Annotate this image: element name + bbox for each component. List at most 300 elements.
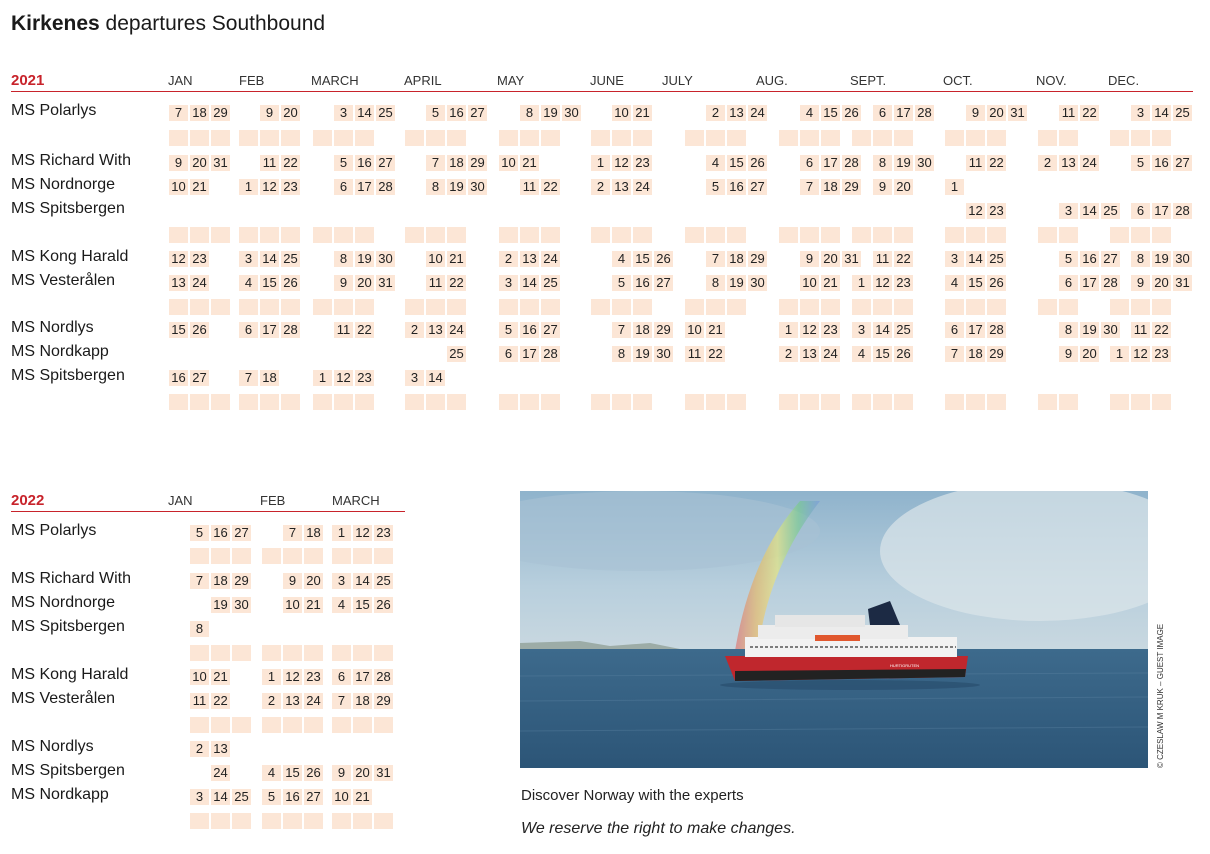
departure-date: 4 <box>800 105 819 121</box>
empty-cell <box>987 130 1006 146</box>
departure-date: 3 <box>334 105 353 121</box>
departure-date: 24 <box>748 105 767 121</box>
empty-cell <box>190 227 209 243</box>
empty-cell <box>169 227 188 243</box>
empty-cell <box>232 813 251 829</box>
departure-date: 21 <box>821 275 840 291</box>
departure-date: 7 <box>239 370 258 386</box>
departure-date: 26 <box>374 597 393 613</box>
empty-cell <box>1110 394 1129 410</box>
departure-date: 16 <box>633 275 652 291</box>
empty-cell <box>353 645 372 661</box>
departure-date: 5 <box>706 179 725 195</box>
empty-cell <box>800 299 819 315</box>
empty-cell <box>706 227 725 243</box>
departure-date: 13 <box>520 251 539 267</box>
departure-date: 10 <box>169 179 188 195</box>
departure-date: 9 <box>966 105 985 121</box>
empty-cell <box>1152 299 1171 315</box>
departure-date: 15 <box>873 346 892 362</box>
empty-cell <box>1152 227 1171 243</box>
departure-date: 22 <box>281 155 300 171</box>
empty-cell <box>283 813 302 829</box>
departure-date: 5 <box>499 322 518 338</box>
departure-date: 1 <box>779 322 798 338</box>
departure-date: 16 <box>211 525 230 541</box>
departure-date: 26 <box>304 765 323 781</box>
page-title <box>11 12 325 36</box>
empty-cell <box>499 394 518 410</box>
departure-date: 10 <box>426 251 445 267</box>
empty-cell <box>966 227 985 243</box>
departure-date: 5 <box>334 155 353 171</box>
empty-cell <box>283 548 302 564</box>
departure-date: 26 <box>748 155 767 171</box>
empty-cell <box>355 227 374 243</box>
empty-cell <box>313 394 332 410</box>
departure-date: 15 <box>727 155 746 171</box>
empty-cell <box>232 717 251 733</box>
departure-date: 13 <box>211 741 230 757</box>
departure-date: 1 <box>945 179 964 195</box>
empty-cell <box>447 299 466 315</box>
empty-cell <box>894 130 913 146</box>
departure-date: 3 <box>852 322 871 338</box>
empty-cell <box>1038 227 1057 243</box>
departure-date: 13 <box>169 275 188 291</box>
departure-date: 16 <box>355 155 374 171</box>
departure-date: 30 <box>654 346 673 362</box>
ship-name: MS Spitsbergen <box>11 367 125 384</box>
empty-cell <box>612 227 631 243</box>
empty-cell <box>727 227 746 243</box>
ship-name: MS Spitsbergen <box>11 762 125 779</box>
empty-cell <box>260 394 279 410</box>
departure-date: 29 <box>748 251 767 267</box>
empty-cell <box>633 227 652 243</box>
departure-date: 27 <box>541 322 560 338</box>
departure-date: 16 <box>1080 251 1099 267</box>
departure-date: 26 <box>281 275 300 291</box>
empty-cell <box>779 394 798 410</box>
departure-date: 19 <box>1152 251 1171 267</box>
empty-cell <box>374 645 393 661</box>
month-header: MAY <box>497 73 525 88</box>
empty-cell <box>334 394 353 410</box>
empty-cell <box>313 130 332 146</box>
departure-date: 11 <box>685 346 704 362</box>
departure-date: 2 <box>405 322 424 338</box>
departure-date: 3 <box>332 573 351 589</box>
departure-date: 30 <box>748 275 767 291</box>
departure-date: 2 <box>1038 155 1057 171</box>
ship-name: MS Nordkapp <box>11 343 109 360</box>
empty-cell <box>591 394 610 410</box>
departure-date: 11 <box>1131 322 1150 338</box>
departure-date: 13 <box>800 346 819 362</box>
departure-date: 20 <box>894 179 913 195</box>
empty-cell <box>169 299 188 315</box>
departure-date: 25 <box>1101 203 1120 219</box>
departure-date: 16 <box>169 370 188 386</box>
departure-date: 21 <box>353 789 372 805</box>
departure-date: 28 <box>1101 275 1120 291</box>
departure-date: 27 <box>376 155 395 171</box>
year-rule <box>11 511 405 512</box>
empty-cell <box>591 299 610 315</box>
departure-date: 14 <box>1152 105 1171 121</box>
empty-cell <box>190 548 209 564</box>
departure-date: 31 <box>1173 275 1192 291</box>
departure-date: 4 <box>262 765 281 781</box>
empty-cell <box>987 299 1006 315</box>
empty-cell <box>1131 394 1150 410</box>
departure-date: 20 <box>987 105 1006 121</box>
departure-date: 11 <box>520 179 539 195</box>
departure-date: 4 <box>706 155 725 171</box>
empty-cell <box>405 227 424 243</box>
empty-cell <box>304 548 323 564</box>
empty-cell <box>313 299 332 315</box>
month-header: APRIL <box>404 73 442 88</box>
departure-date: 15 <box>821 105 840 121</box>
departure-date: 7 <box>800 179 819 195</box>
empty-cell <box>1059 394 1078 410</box>
departure-date: 10 <box>332 789 351 805</box>
departure-date: 6 <box>334 179 353 195</box>
empty-cell <box>281 130 300 146</box>
empty-cell <box>281 299 300 315</box>
empty-cell <box>520 227 539 243</box>
departure-date: 27 <box>190 370 209 386</box>
departure-date: 17 <box>520 346 539 362</box>
departure-date: 1 <box>1110 346 1129 362</box>
departure-date: 17 <box>821 155 840 171</box>
departure-date: 13 <box>283 693 302 709</box>
departure-date: 6 <box>1131 203 1150 219</box>
departure-date: 23 <box>987 203 1006 219</box>
ship-name: MS Richard With <box>11 570 132 587</box>
empty-cell <box>612 299 631 315</box>
departure-date: 20 <box>281 105 300 121</box>
month-header: DEC. <box>1108 73 1140 88</box>
empty-cell <box>1110 227 1129 243</box>
empty-cell <box>685 394 704 410</box>
empty-cell <box>821 227 840 243</box>
empty-cell <box>1059 299 1078 315</box>
empty-cell <box>1059 227 1078 243</box>
empty-cell <box>894 299 913 315</box>
departure-date: 31 <box>842 251 861 267</box>
empty-cell <box>779 227 798 243</box>
empty-cell <box>685 130 704 146</box>
empty-cell <box>426 130 445 146</box>
departure-date: 25 <box>374 573 393 589</box>
empty-cell <box>355 299 374 315</box>
departure-date: 30 <box>232 597 251 613</box>
empty-cell <box>1152 394 1171 410</box>
departure-date: 14 <box>260 251 279 267</box>
departure-date: 4 <box>239 275 258 291</box>
departure-date: 3 <box>239 251 258 267</box>
year-label: 2021 <box>11 72 45 89</box>
departure-date: 19 <box>633 346 652 362</box>
departure-date: 31 <box>211 155 230 171</box>
empty-cell <box>334 299 353 315</box>
empty-cell <box>706 130 725 146</box>
departure-date: 17 <box>353 669 372 685</box>
ship-name: MS Spitsbergen <box>11 200 125 217</box>
empty-cell <box>334 130 353 146</box>
departure-date: 17 <box>260 322 279 338</box>
empty-cell <box>211 227 230 243</box>
empty-cell <box>873 130 892 146</box>
month-header: FEB <box>260 493 286 508</box>
empty-cell <box>374 548 393 564</box>
empty-cell <box>260 227 279 243</box>
departure-date: 10 <box>190 669 209 685</box>
departure-date: 20 <box>304 573 323 589</box>
departure-date: 9 <box>332 765 351 781</box>
departure-date: 5 <box>262 789 281 805</box>
departure-date: 11 <box>426 275 445 291</box>
departure-date: 2 <box>190 741 209 757</box>
departure-date: 25 <box>1173 105 1192 121</box>
departure-date: 26 <box>987 275 1006 291</box>
empty-cell <box>1038 130 1057 146</box>
empty-cell <box>499 227 518 243</box>
empty-cell <box>447 227 466 243</box>
departure-date: 25 <box>281 251 300 267</box>
departure-date: 28 <box>987 322 1006 338</box>
ship-name: MS Polarlys <box>11 522 97 539</box>
empty-cell <box>169 394 188 410</box>
empty-cell <box>1131 227 1150 243</box>
departure-date: 18 <box>447 155 466 171</box>
departure-date: 5 <box>426 105 445 121</box>
empty-cell <box>405 130 424 146</box>
departure-date: 22 <box>355 322 374 338</box>
empty-cell <box>447 130 466 146</box>
empty-cell <box>332 813 351 829</box>
departure-date: 18 <box>211 573 230 589</box>
departure-date: 15 <box>633 251 652 267</box>
empty-cell <box>239 130 258 146</box>
month-header: JAN <box>168 493 193 508</box>
empty-cell <box>353 548 372 564</box>
departure-date: 25 <box>987 251 1006 267</box>
departure-date: 4 <box>332 597 351 613</box>
empty-cell <box>232 548 251 564</box>
departure-date: 28 <box>374 669 393 685</box>
departure-date: 13 <box>1059 155 1078 171</box>
departure-date: 4 <box>852 346 871 362</box>
empty-cell <box>987 394 1006 410</box>
month-header: MARCH <box>311 73 359 88</box>
departure-date: 23 <box>355 370 374 386</box>
departure-date: 27 <box>304 789 323 805</box>
departure-date: 26 <box>842 105 861 121</box>
departure-date: 17 <box>1152 203 1171 219</box>
departure-date: 12 <box>612 155 631 171</box>
empty-cell <box>706 394 725 410</box>
departure-date: 10 <box>612 105 631 121</box>
empty-cell <box>1110 299 1129 315</box>
departure-date: 13 <box>426 322 445 338</box>
empty-cell <box>633 299 652 315</box>
ship-photo <box>520 491 1148 768</box>
empty-cell <box>190 130 209 146</box>
empty-cell <box>541 130 560 146</box>
departure-date: 7 <box>332 693 351 709</box>
departure-date: 19 <box>355 251 374 267</box>
ship-name: MS Nordnorge <box>11 176 116 193</box>
empty-cell <box>281 227 300 243</box>
departure-date: 16 <box>447 105 466 121</box>
empty-cell <box>706 299 725 315</box>
departure-date: 23 <box>821 322 840 338</box>
month-header: JULY <box>662 73 693 88</box>
departure-date: 3 <box>499 275 518 291</box>
departure-date: 3 <box>1131 105 1150 121</box>
departure-date: 10 <box>685 322 704 338</box>
empty-cell <box>304 717 323 733</box>
ship-name: MS Nordkapp <box>11 786 109 803</box>
departure-date: 26 <box>894 346 913 362</box>
departure-date: 8 <box>706 275 725 291</box>
departure-date: 21 <box>190 179 209 195</box>
empty-cell <box>405 299 424 315</box>
departure-date: 14 <box>1080 203 1099 219</box>
empty-cell <box>190 813 209 829</box>
departure-date: 9 <box>1059 346 1078 362</box>
departure-date: 30 <box>562 105 581 121</box>
departure-date: 9 <box>334 275 353 291</box>
departure-date: 9 <box>800 251 819 267</box>
empty-cell <box>612 130 631 146</box>
title-rest: departures Southbound <box>99 12 326 35</box>
departure-date: 3 <box>1059 203 1078 219</box>
empty-cell <box>262 548 281 564</box>
empty-cell <box>894 394 913 410</box>
departure-date: 19 <box>541 105 560 121</box>
departure-date: 27 <box>654 275 673 291</box>
empty-cell <box>353 813 372 829</box>
month-header: FEB <box>239 73 265 88</box>
departure-date: 2 <box>591 179 610 195</box>
empty-cell <box>779 299 798 315</box>
empty-cell <box>262 717 281 733</box>
departure-date: 22 <box>987 155 1006 171</box>
departure-date: 28 <box>842 155 861 171</box>
departure-date: 7 <box>706 251 725 267</box>
empty-cell <box>374 813 393 829</box>
empty-cell <box>211 645 230 661</box>
departure-date: 7 <box>283 525 302 541</box>
empty-cell <box>1152 130 1171 146</box>
departure-date: 11 <box>1059 105 1078 121</box>
empty-cell <box>304 645 323 661</box>
empty-cell <box>190 394 209 410</box>
departure-date: 2 <box>499 251 518 267</box>
departure-date: 20 <box>190 155 209 171</box>
departure-date: 8 <box>190 621 209 637</box>
departure-date: 6 <box>945 322 964 338</box>
departure-date: 22 <box>706 346 725 362</box>
departure-date: 30 <box>376 251 395 267</box>
empty-cell <box>353 717 372 733</box>
departure-date: 8 <box>873 155 892 171</box>
empty-cell <box>591 130 610 146</box>
departure-date: 13 <box>727 105 746 121</box>
departure-date: 22 <box>894 251 913 267</box>
departure-date: 11 <box>873 251 892 267</box>
departure-date: 29 <box>211 105 230 121</box>
empty-cell <box>239 299 258 315</box>
empty-cell <box>426 394 445 410</box>
empty-cell <box>800 394 819 410</box>
departure-date: 18 <box>633 322 652 338</box>
empty-cell <box>260 130 279 146</box>
empty-cell <box>332 645 351 661</box>
empty-cell <box>821 394 840 410</box>
month-header: JAN <box>168 73 193 88</box>
departure-date: 23 <box>281 179 300 195</box>
empty-cell <box>499 299 518 315</box>
departure-date: 24 <box>211 765 230 781</box>
departure-date: 1 <box>852 275 871 291</box>
empty-cell <box>633 394 652 410</box>
departure-date: 25 <box>376 105 395 121</box>
departure-date: 7 <box>190 573 209 589</box>
departure-date: 15 <box>353 597 372 613</box>
empty-cell <box>873 299 892 315</box>
departure-date: 24 <box>304 693 323 709</box>
empty-cell <box>1131 299 1150 315</box>
empty-cell <box>821 299 840 315</box>
empty-cell <box>190 717 209 733</box>
departure-date: 4 <box>945 275 964 291</box>
empty-cell <box>852 299 871 315</box>
departure-date: 17 <box>894 105 913 121</box>
empty-cell <box>334 227 353 243</box>
departure-date: 29 <box>374 693 393 709</box>
empty-cell <box>1110 130 1129 146</box>
departure-date: 12 <box>1131 346 1150 362</box>
departure-date: 29 <box>842 179 861 195</box>
departure-date: 8 <box>1131 251 1150 267</box>
departure-date: 12 <box>169 251 188 267</box>
departure-date: 12 <box>800 322 819 338</box>
departure-date: 2 <box>706 105 725 121</box>
empty-cell <box>426 227 445 243</box>
empty-cell <box>313 227 332 243</box>
empty-cell <box>945 130 964 146</box>
departure-date: 31 <box>374 765 393 781</box>
departure-date: 8 <box>612 346 631 362</box>
departure-date: 23 <box>894 275 913 291</box>
departure-date: 3 <box>945 251 964 267</box>
empty-cell <box>283 645 302 661</box>
departure-date: 28 <box>281 322 300 338</box>
empty-cell <box>239 394 258 410</box>
departure-date: 9 <box>283 573 302 589</box>
empty-cell <box>1059 130 1078 146</box>
departure-date: 22 <box>541 179 560 195</box>
departure-date: 31 <box>1008 105 1027 121</box>
departure-date: 5 <box>190 525 209 541</box>
departure-date: 14 <box>966 251 985 267</box>
